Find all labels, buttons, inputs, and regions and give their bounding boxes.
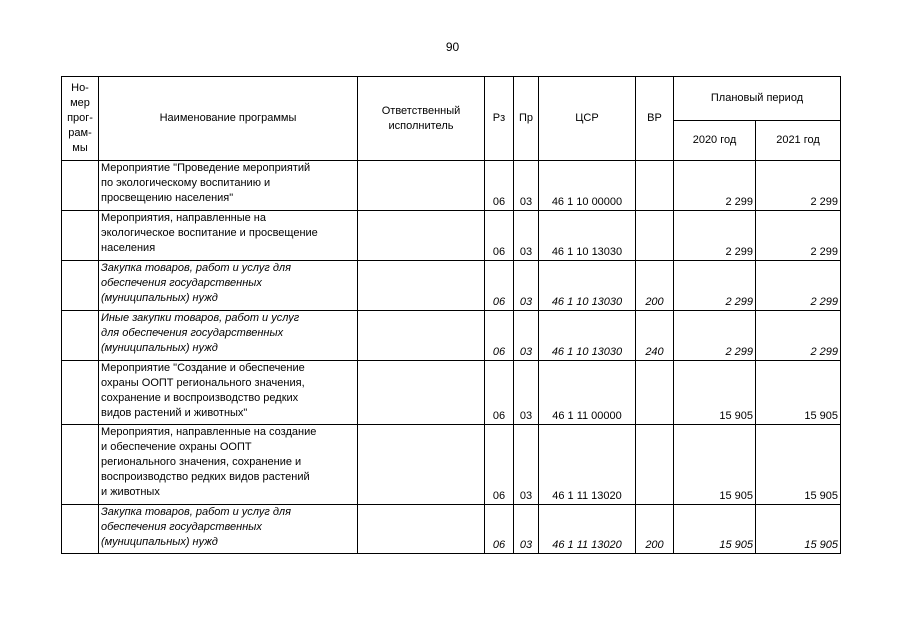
vr-cell (636, 211, 674, 261)
program-number-cell (62, 425, 99, 505)
vr-cell: 240 (636, 311, 674, 361)
program-name-cell: Мероприятие "Проведение мероприятий по экологическому воспитанию и просвещению населения" (99, 161, 358, 211)
table-row (62, 211, 841, 261)
vr-cell: 200 (636, 505, 674, 554)
table-row (62, 161, 841, 211)
rz-cell: 06 (485, 261, 514, 311)
pr-cell: 03 (514, 425, 539, 505)
pr-cell: 03 (514, 311, 539, 361)
table-row (62, 505, 841, 554)
program-name-cell: Мероприятие "Создание и обеспечение охраны ООПТ регионального значения, сохранение и воспроизводство редких видов растений и животных" (99, 361, 358, 425)
header-planned-period: Плановый период (674, 77, 841, 121)
table-row (62, 261, 841, 311)
header-year-2021: 2021 год (756, 121, 841, 161)
header-program-number: Но- мер прог- рам- мы (62, 77, 99, 161)
program-name-cell: Мероприятия, направленные на экологическое воспитание и просвещение населения (99, 211, 358, 261)
rz-cell: 06 (485, 361, 514, 425)
amount-2021-cell: 15 905 (756, 505, 841, 554)
csr-cell: 46 1 10 13030 (539, 311, 636, 361)
pr-cell: 03 (514, 261, 539, 311)
amount-2020-cell: 2 299 (674, 161, 756, 211)
header-pr: Пр (514, 77, 539, 161)
executor-cell (358, 361, 485, 425)
executor-cell (358, 311, 485, 361)
program-number-cell (62, 161, 99, 211)
csr-cell: 46 1 10 13030 (539, 261, 636, 311)
executor-cell (358, 211, 485, 261)
header-year-2020: 2020 год (674, 121, 756, 161)
program-number-cell (62, 261, 99, 311)
amount-2021-cell: 2 299 (756, 211, 841, 261)
program-number-cell (62, 361, 99, 425)
table-row (62, 311, 841, 361)
vr-cell: 200 (636, 261, 674, 311)
page-number: 90 (445, 40, 460, 54)
header-program-name: Наименование программы (99, 77, 358, 161)
rz-cell: 06 (485, 425, 514, 505)
pr-cell: 03 (514, 505, 539, 554)
program-name-cell: Закупка товаров, работ и услуг для обеспечения государственных (муниципальных) нужд (99, 261, 358, 311)
header-csr: ЦСР (539, 77, 636, 161)
amount-2020-cell: 15 905 (674, 505, 756, 554)
pr-cell: 03 (514, 161, 539, 211)
amount-2020-cell: 15 905 (674, 425, 756, 505)
vr-cell (636, 425, 674, 505)
amount-2020-cell: 2 299 (674, 261, 756, 311)
program-name-cell: Мероприятия, направленные на создание и обеспечение охраны ООПТ регионального значения, сохранение и воспроизводство редких видов растений и животных (99, 425, 358, 505)
amount-2021-cell: 2 299 (756, 161, 841, 211)
header-rz: Рз (485, 77, 514, 161)
amount-2021-cell: 15 905 (756, 425, 841, 505)
program-number-cell (62, 211, 99, 261)
program-number-cell (62, 311, 99, 361)
csr-cell: 46 1 11 13020 (539, 505, 636, 554)
rz-cell: 06 (485, 211, 514, 261)
pr-cell: 03 (514, 211, 539, 261)
amount-2021-cell: 2 299 (756, 261, 841, 311)
executor-cell (358, 161, 485, 211)
vr-cell (636, 161, 674, 211)
csr-cell: 46 1 11 00000 (539, 361, 636, 425)
csr-cell: 46 1 11 13020 (539, 425, 636, 505)
rz-cell: 06 (485, 311, 514, 361)
amount-2021-cell: 15 905 (756, 361, 841, 425)
table-row (62, 425, 841, 505)
amount-2020-cell: 2 299 (674, 311, 756, 361)
amount-2020-cell: 15 905 (674, 361, 756, 425)
amount-2021-cell: 2 299 (756, 311, 841, 361)
rz-cell: 06 (485, 505, 514, 554)
csr-cell: 46 1 10 13030 (539, 211, 636, 261)
pr-cell: 03 (514, 361, 539, 425)
program-name-cell: Иные закупки товаров, работ и услуг для обеспечения государственных (муниципальных) нужд (99, 311, 358, 361)
amount-2020-cell: 2 299 (674, 211, 756, 261)
budget-table (61, 76, 841, 554)
header-vr: ВР (636, 77, 674, 161)
vr-cell (636, 361, 674, 425)
executor-cell (358, 425, 485, 505)
executor-cell (358, 505, 485, 554)
executor-cell (358, 261, 485, 311)
csr-cell: 46 1 10 00000 (539, 161, 636, 211)
rz-cell: 06 (485, 161, 514, 211)
program-name-cell: Закупка товаров, работ и услуг для обеспечения государственных (муниципальных) нужд (99, 505, 358, 554)
table-row (62, 361, 841, 425)
header-executor: Ответственный исполнитель (358, 77, 485, 161)
program-number-cell (62, 505, 99, 554)
